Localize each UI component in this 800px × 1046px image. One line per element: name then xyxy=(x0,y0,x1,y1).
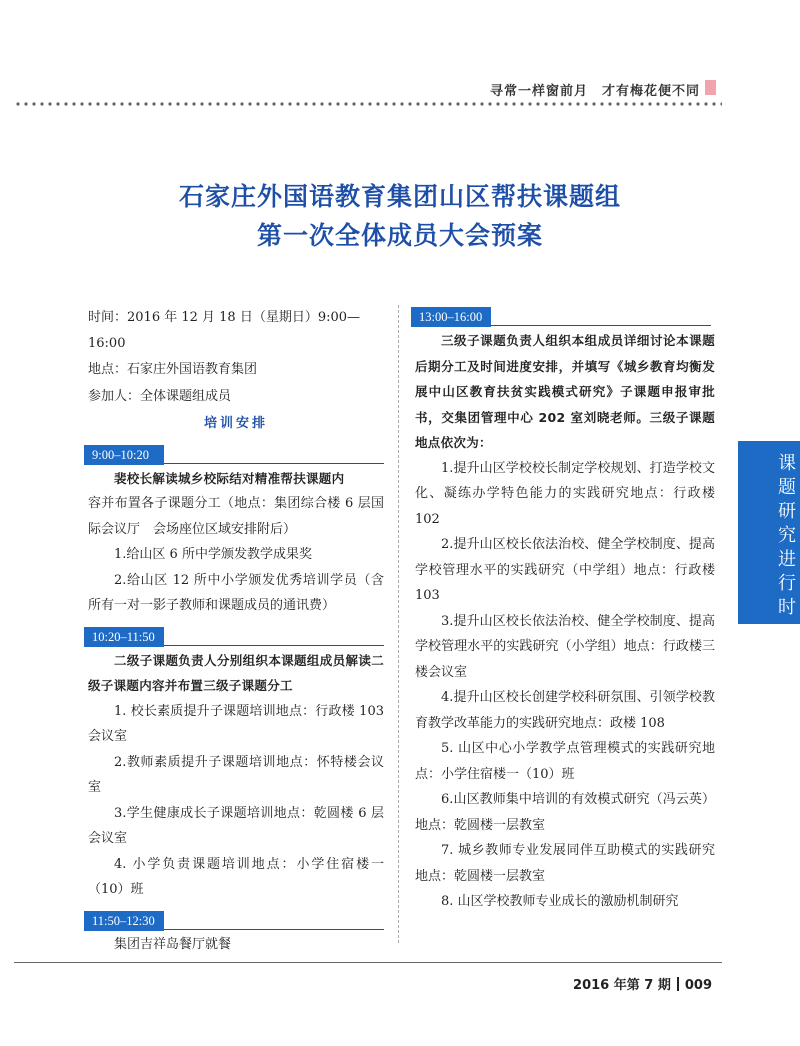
dotted-divider xyxy=(14,101,722,107)
article-title-line-1: 石家庄外国语教育集团山区帮扶课题组 xyxy=(178,182,621,211)
paragraph: 二级子课题负责人分别组织本课题组成员解读二级子课题内容并布置三级子课题分工 xyxy=(88,652,384,693)
paragraph: 容并布置各子课题分工（地点：集团综合楼 6 层国际会议厅 会场座位区域安排附后） xyxy=(88,496,384,537)
time-bar xyxy=(411,305,711,326)
header-accent-square xyxy=(705,80,716,95)
side-tab: 课题研究进行时 xyxy=(738,441,800,624)
paragraph: 2.给山区 12 所中小学颁发优秀培训学员（含所有一对一影子教师和课题成员的通讯费） xyxy=(88,572,384,613)
paragraph: 三级子课题负责人组织本组成员详细讨论本课题后期分工及时间进度安排，并填写《城乡教育均衡发展中山区教育扶贫实践模式研究》子课题申报审批书，交集团管理中心 202 室刘晓老师。三级子课题地点依次为： xyxy=(415,333,715,450)
meta-location: 地点：石家庄外国语教育集团 xyxy=(88,362,258,377)
time-tag: 10:20–11:50 xyxy=(84,627,164,647)
column-divider xyxy=(398,305,399,943)
paragraph: 3.提升山区校长依法治校、健全学校制度、提高学校管理水平的实践研究（小学组）地点：行政楼三楼会议室 xyxy=(415,613,715,680)
time-tag: 9:00–10:20 xyxy=(84,445,164,465)
section-heading: 培训安排 xyxy=(203,416,268,431)
time-bar xyxy=(84,443,384,464)
paragraph: 3.学生健康成长子课题培训地点：乾圆楼 6 层会议室 xyxy=(88,805,384,846)
article-title-line-2: 第一次全体成员大会预案 xyxy=(256,221,543,250)
meta-participants: 参加人：全体课题组成员 xyxy=(88,388,232,404)
paragraph: 1. 校长素质提升子课题培训地点：行政楼 103 会议室 xyxy=(88,703,384,744)
time-tag: 13:00–16:00 xyxy=(411,307,491,327)
footer xyxy=(573,974,712,993)
right-column xyxy=(415,305,715,915)
paragraph: 5. 山区中心小学教学点管理模式的实践研究地点：小学住宿楼一（10）班 xyxy=(415,741,715,782)
paragraph: 4. 小学负责课题培训地点：小学住宿楼一（10）班 xyxy=(88,856,384,897)
page-number: 009 xyxy=(684,978,712,993)
bottom-rule xyxy=(14,962,722,963)
meta-time: 时间：2016 年 12 月 18 日（星期日）9:00—16:00 xyxy=(88,310,361,351)
paragraph: 集团吉祥岛餐厅就餐 xyxy=(114,936,232,952)
paragraph: 8. 山区学校教师专业成长的激励机制研究 xyxy=(441,894,679,909)
left-column xyxy=(88,305,384,957)
paragraph: 7. 城乡教师专业发展同伴互助模式的实践研究地点：乾圆楼一层教室 xyxy=(415,843,715,884)
paragraph: 4.提升山区校长创建学校科研氛围、引领学校教育教学改革能力的实践研究地点：政楼 108 xyxy=(415,690,715,731)
footer-issue: 2016 年第 7 期 xyxy=(573,978,671,993)
paragraph: 6.山区教师集中培训的有效模式研究（冯云英）地点：乾圆楼一层教室 xyxy=(415,792,715,833)
time-tag: 11:50–12:30 xyxy=(84,911,164,931)
paragraph: 裴校长解读城乡校际结对精准帮扶课题内 xyxy=(114,470,345,486)
header-motto: 寻常一样窗前月 才有梅花便不同 xyxy=(489,84,700,99)
paragraph: 1.给山区 6 所中学颁发教学成果奖 xyxy=(114,547,312,562)
paragraph: 2.提升山区校长依法治校、健全学校制度、提高学校管理水平的实践研究（中学组）地点：行政楼 103 xyxy=(415,537,715,603)
paragraph: 2.教师素质提升子课题培训地点：怀特楼会议室 xyxy=(88,754,384,795)
time-bar xyxy=(84,909,384,930)
footer-separator xyxy=(677,977,679,991)
paragraph: 1.提升山区学校校长制定学校规划、打造学校文化、凝练办学特色能力的实践研究地点：行政楼 102 xyxy=(415,460,715,527)
time-bar xyxy=(84,625,384,646)
